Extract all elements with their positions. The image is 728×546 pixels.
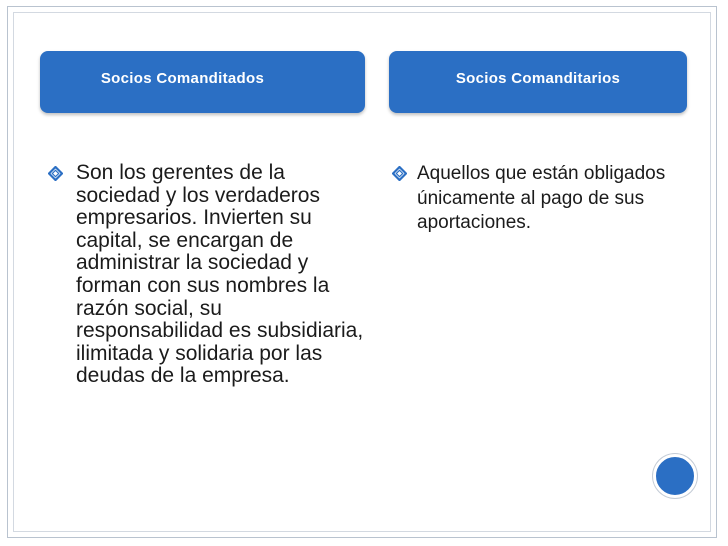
hollow-diamond-bullet-icon (392, 166, 407, 184)
right-bullet-item (392, 162, 682, 236)
decorative-circle (653, 454, 697, 498)
hollow-diamond-bullet-icon (48, 166, 63, 184)
left-column (48, 162, 370, 388)
header-right-label: Socios Comanditarios (455, 70, 621, 87)
right-bullet-text: Aquellos que están obligados únicamente al pago de sus aportaciones. (417, 163, 666, 233)
header-left-label: Socios Comanditados (100, 70, 265, 87)
header-socios-comanditarios (389, 51, 687, 113)
left-bullet-text: Son los gerentes de la sociedad y los verdaderos empresarios. Invierten su capital, se encargan de administrar la sociedad y forman con sus nombres la razón social, su responsabilidad es subsidiaria, ilimitada y solidaria por las deudas de la empresa. (76, 161, 364, 388)
right-column (392, 162, 682, 236)
header-socios-comanditados (40, 51, 365, 113)
left-bullet-item (48, 162, 370, 388)
